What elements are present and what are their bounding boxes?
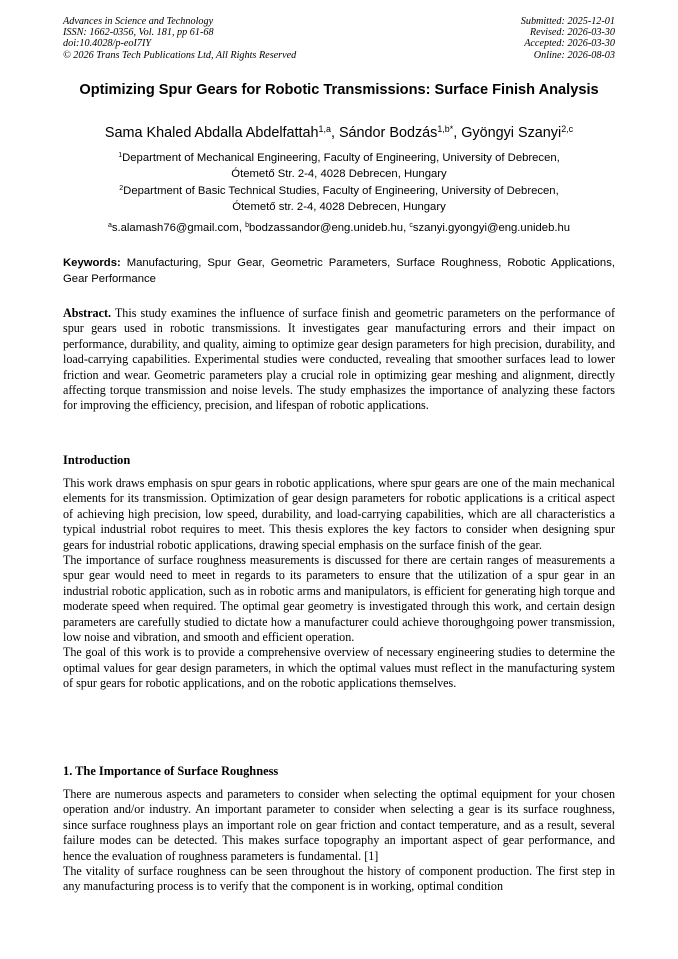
journal-name: Advances in Science and Technology — [63, 16, 214, 27]
submitted-date: Submitted: 2025-12-01 — [520, 16, 615, 27]
email-address[interactable]: szanyi.gyongyi@eng.unideb.hu — [412, 222, 571, 234]
email-mark: b — [245, 222, 250, 230]
paper-title: Optimizing Spur Gears for Robotic Transmissions: Surface Finish Analysis — [79, 82, 599, 98]
email-mark: a — [107, 222, 112, 230]
copyright-line: © 2026 Trans Tech Publications Ltd, All Rights Reserved — [63, 49, 297, 61]
email-address[interactable]: s.alamash76@gmail.com — [111, 222, 239, 234]
issn-line: ISSN: 1662-0356, Vol. 181, pp 61-68 — [63, 27, 214, 39]
paragraph: The vitality of surface roughness can be seen throughout the history of component production. The first step in any manufacturing process is to verify that the component is in working, optimal condition — [63, 864, 615, 894]
paragraph: The goal of this work is to provide a comprehensive overview of necessary engineering studies to determine the optimal values for gear design parameters, in which the optimal values must reflect in the manufacturing system of spur gears for robotic applications, and on the robotic applications themselves. — [63, 645, 615, 691]
email-list: $^a$s.alamash76@gmail.com, $^b$bodzassandor@eng.unideb.hu, $^c$szanyi.gyongyi@eng.unideb.hu — [107, 222, 571, 234]
abstract-label: Abstract. — [63, 306, 112, 320]
affiliation-line: Department of Mechanical Engineering, Faculty of Engineering, University of Debrecen, — [122, 152, 560, 164]
author-name: Sándor Bodzás — [338, 125, 438, 141]
affiliation-2 — [63, 183, 615, 215]
journal-info — [63, 16, 296, 61]
email-address[interactable]: bodzassandor@eng.unideb.hu — [249, 222, 404, 234]
introduction-body — [63, 476, 615, 692]
keywords-text: Manufacturing, Spur Gear, Geometric Parameters, Surface Roughness, Robotic Applications, Gear Performance — [63, 257, 615, 285]
abstract — [63, 306, 615, 414]
abstract-text: This study examines the influence of surface finish and geometric parameters on the performance of spur gears used in robotic transmissions. It investigates gear manufacturing errors and their impact on performance, durability, and quality, aiming to optimize gear design parameters for high precision, durability, and load-carrying capabilities. Experimental studies were conducted, revealing that smoother surfaces lead to lower friction and wear. Geometric parameters play a crucial role in optimizing gear meshing and alignment, directly affecting torque transmission and noise levels. The study emphasizes the importance of analyzing these factors for improving the efficiency, precision, and lifespan of robotic applications. — [63, 306, 615, 413]
section-1-heading: 1. The Importance of Surface Roughness — [63, 764, 279, 778]
keywords — [63, 255, 615, 287]
affiliation-address: Ótemető Str. 2-4, 4028 Debrecen, Hungary — [231, 168, 447, 180]
affiliation-number: 2 — [119, 185, 124, 193]
keywords-label: Keywords: — [63, 257, 121, 269]
paragraph: This work draws emphasis on spur gears in robotic applications, where spur gears are one of the main mechanical elements for its transmission. Optimization of gear design parameters for robotic applications is a critical aspect of achieving high precision, low speed, durability, and load-carrying capabilities, which are all characteristics a typical industrial robot requires to meet. This thesis explores the key factors to consider when designing spur gears for industrial robotic applications, drawing special emphasis on the surface finish of the gear. — [63, 476, 615, 552]
author-affiliation-mark: 2,c — [561, 124, 574, 135]
author-affiliation-mark: 1,b* — [437, 124, 454, 135]
affiliation-address: Ótemető str. 2-4, 4028 Debrecen, Hungary — [232, 201, 446, 213]
author-name: Sama Khaled Abdalla Abdelfattah — [104, 125, 319, 141]
paragraph: The importance of surface roughness measurements is discussed for there are certain ranges of measurements a spur gear would need to meet in regards to its parameters to ensure that the utilization of a spur gear in an industrial robotic application, such as in robotic arms and manipulators, is efficient for generating high torque and moderate speed when required. The optimal gear geometry is investigated through this work, and certain design parameters are carefully studied to dictate how a manufacturer could achieve thoroughgoing power transmission, low noise and vibration, and smooth and efficient operation. — [63, 553, 615, 645]
author-affiliation-mark: 1,a — [318, 124, 331, 135]
paragraph: There are numerous aspects and parameters to consider when selecting the optimal equipment for your chosen operation and/or industry. An important parameter to consider when selecting a gear is its surface roughness, since surface roughness plays an important role on gear friction and contact temperature, and as a result, several failure modes can be detected. This makes surface topography an important aspect of gear performance, and hence the evaluation of roughness parameters is fundamental. [1] — [63, 787, 615, 863]
publication-dates — [521, 16, 615, 61]
email-mark: c — [409, 222, 413, 230]
author-name: Gyöngyi Szanyi — [461, 125, 562, 141]
doi-line: doi:10.4028/p-eoI7IY — [63, 38, 151, 50]
affiliation-line: Department of Basic Technical Studies, Faculty of Engineering, University of Debrecen, — [123, 185, 559, 197]
introduction-heading: Introduction — [63, 453, 131, 467]
online-date: Online: 2026-08-03 — [533, 49, 615, 61]
author-list: Sama Khaled Abdalla Abdelfattah$^{1,a}$, Sándor Bodzás$^{1,b*}$, Gyöngyi Szanyi$^{2,c}$ — [104, 124, 574, 141]
affiliation-number: 1 — [118, 152, 123, 160]
accepted-date: Accepted: 2026-03-30 — [524, 38, 615, 50]
section-1-body — [63, 787, 615, 895]
affiliation-1 — [63, 150, 615, 182]
revised-date: Revised: 2026-03-30 — [529, 27, 615, 39]
